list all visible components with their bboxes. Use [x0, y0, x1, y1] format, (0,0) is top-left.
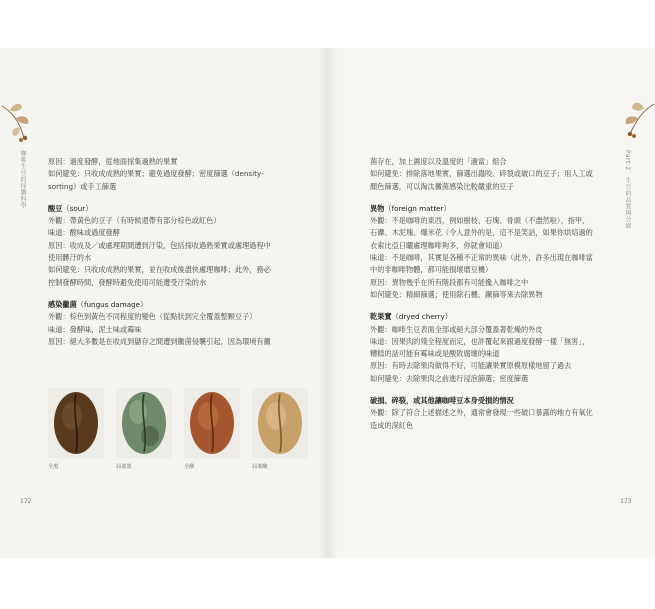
text-line: 外觀：除了符合上述描述之外，通常會發現一些破口暴露的地方有氧化 [370, 408, 593, 418]
text-line: 原因：收成及／或處理期間遭到汙染，包括採收過熟果實或處理過程中 [48, 240, 271, 250]
book-gutter [318, 48, 338, 558]
text-line: 原因：絕大多數是在收成到儲存之間遭到黴菌侵襲引起，因為環境有黴 [48, 336, 271, 346]
text-line: 如何避免：去除果肉之前進行浸泡篩選；密度篩選 [370, 373, 529, 383]
bean-caption-3: 全酸 [184, 464, 195, 470]
page-number-left: 172 [20, 498, 32, 505]
text-line: 原因：有時去除果肉做得不好，可能讓果實原模原樣地留了過去 [370, 361, 572, 371]
right-text-column [370, 156, 615, 432]
coffee-branch-left-icon [0, 98, 44, 150]
text-line: 外觀：帶黃色的豆子（有時候還帶有部分棕色或紅色） [48, 216, 221, 226]
bean-photo-4 [252, 388, 308, 458]
text-line: 控制發酵時間，發酵時避免使用可能遭受汙染的水 [48, 277, 207, 287]
right-side-title: Part 2．生豆的品質與分級 [624, 150, 631, 230]
text-line: 石礫、木泥塊、爆米花（令人意外的是，這不是笑話，如果你烘焙過的 [370, 228, 593, 238]
text-line: 外觀：咖啡生豆表面全部或絕大部分覆蓋著乾燥的外皮 [370, 324, 543, 334]
left-text-column [48, 156, 310, 348]
text-line: 糟糕的話可能有霉味或是酸敗腐壞的味道 [370, 349, 500, 359]
text-line: sorting）或手工篩選 [48, 181, 117, 191]
text-line: 如何避免：只收成成熟的果實；避免過度發酵；密度篩選（density- [48, 169, 264, 179]
coffee-branch-right-icon [614, 98, 655, 144]
section-heading-sour: 酸豆（sour） [48, 203, 93, 213]
text-line: 使用髒汙的水 [48, 253, 92, 263]
text-line: 原因：過度發酵，從地面採集過熟的果實 [48, 157, 178, 166]
bean-caption-1: 全黑 [48, 464, 59, 470]
text-line: 如何避免：精細篩選；使用除石機、鐵篩等來去除異物 [370, 289, 543, 299]
coffee-bean-icon [48, 388, 104, 458]
text-line: 外觀：棕色到黃色不同程度的變色（從點狀到完全覆蓋整顆豆子） [48, 312, 257, 322]
bean-photo-3 [184, 388, 240, 458]
text-line: 原因：異物幾乎在所有階段都有可能攙入咖啡之中 [370, 277, 529, 287]
text-line: 如何避免：只收成成熟的果實，並在收成後盡快處理咖啡；此外，務必 [48, 265, 271, 275]
left-side-title: 咖啡生豆的採購科學 [19, 150, 26, 209]
text-line: 外觀：不是咖啡的東西，例如樹枝、石塊、骨頭（不盡然啦）、指甲、 [370, 216, 590, 226]
text-line: 衣索比亞日曬處理咖啡夠多，你就會知道） [370, 240, 507, 250]
text-line: 造成的深紅色 [370, 420, 414, 430]
page-number-right: 173 [620, 498, 632, 505]
text-line: 味道：發酵味，泥土味或霉味 [48, 324, 142, 334]
text-line: 菌存在，加上濕度以及溫度的「適當」組合 [370, 157, 507, 166]
text-line: 味道：因果肉的殘全程度而定，也許覆起來跟過度發酵一樣「無害」， [370, 336, 590, 346]
section-heading-broken: 破損、碎裂，或其他讓咖啡豆本身受損的情況 [370, 396, 514, 406]
text-line: 如何避免：排除落地果實，篩選出蟲咬、碎裂或破口的豆子；用人工或 [370, 169, 593, 179]
text-line: 味道：不是咖啡，其實是各種不正常的異味（此外，許多出現在咖啡當 [370, 253, 593, 263]
section-heading-fungus: 感染黴菌（fungus damage） [48, 299, 148, 309]
text-line: 顏色篩選，可以淘汰黴菌感染比較嚴重的豆子 [370, 181, 514, 191]
coffee-bean-icon [252, 388, 308, 458]
bean-caption-4: 局部酸 [252, 464, 268, 470]
bean-caption-2: 局部黑 [116, 464, 132, 470]
section-heading-dried-cherry: 乾果實（dryed cherry） [370, 312, 452, 322]
coffee-bean-icon [184, 388, 240, 458]
section-heading-foreign-matter: 異物（foreign matter） [370, 203, 451, 213]
bean-photo-2 [116, 388, 172, 458]
text-line: 味道：酸味或過度發酵 [48, 228, 120, 238]
text-line: 中的非咖啡物體，都可能損壞磨豆機） [370, 265, 493, 275]
coffee-bean-icon [116, 388, 172, 458]
bean-photo-1 [48, 388, 104, 458]
bean-photo-row [48, 388, 308, 470]
